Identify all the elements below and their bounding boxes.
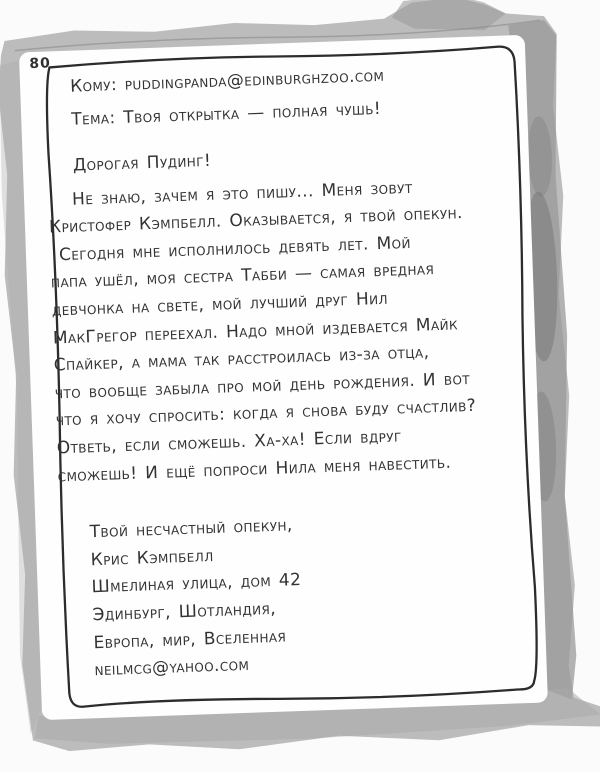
email-subject-line: Тема: Твоя открытка — полная чушь! <box>70 98 382 130</box>
body-line: Спайкер, а мама так расстроилась из-за отца, <box>53 342 430 376</box>
signature-line: Эдинбург, Шотландия, <box>92 598 277 626</box>
email-body <box>48 171 528 491</box>
email-signature <box>59 504 534 686</box>
body-line: что вообще забыла про мой день рождения. И вот <box>54 368 471 404</box>
body-line: что я хочу спросить: когда я снова буду счастлив? <box>55 396 477 431</box>
body-line: Сегодня мне исполнилось девять лет. Мой <box>58 232 412 265</box>
body-line: девчонка на свете, мой лучший друг Нил <box>51 288 389 321</box>
signature-line: Европа, мир, Вселенная <box>93 626 287 653</box>
body-line: МакГрегор переехал. Надо мной издевается Майк <box>52 313 459 349</box>
signature-line: Шмелиная улица, дом 42 <box>91 570 302 598</box>
body-line: папа ушёл, моя сестра Табби — самая вредная <box>50 259 435 293</box>
email-letter <box>44 55 535 686</box>
body-line: Ответь, если сможешь. Ха-ха! Если вдруг <box>56 426 402 459</box>
signature-line: Крис Кэмпбелл <box>90 545 214 570</box>
body-line: Не знаю, зачем я это пишу... Меня зовут <box>71 177 413 210</box>
greeting-line: Дорогая Пудинг! <box>72 150 212 176</box>
signature-line: Твой несчастный опекун, <box>89 515 294 543</box>
page-number: 80 <box>29 55 52 73</box>
body-line: Кристофер Кэмпбелл. Оказывается, я твой опекун. <box>48 203 464 238</box>
signature-line: neilmcg@yahoo.com <box>94 654 250 681</box>
body-line: сможешь! И ещё попроси Нила меня навестить. <box>57 452 452 486</box>
email-to-line: Кому: puddingpanda@edinburghzoo.com <box>69 65 385 97</box>
